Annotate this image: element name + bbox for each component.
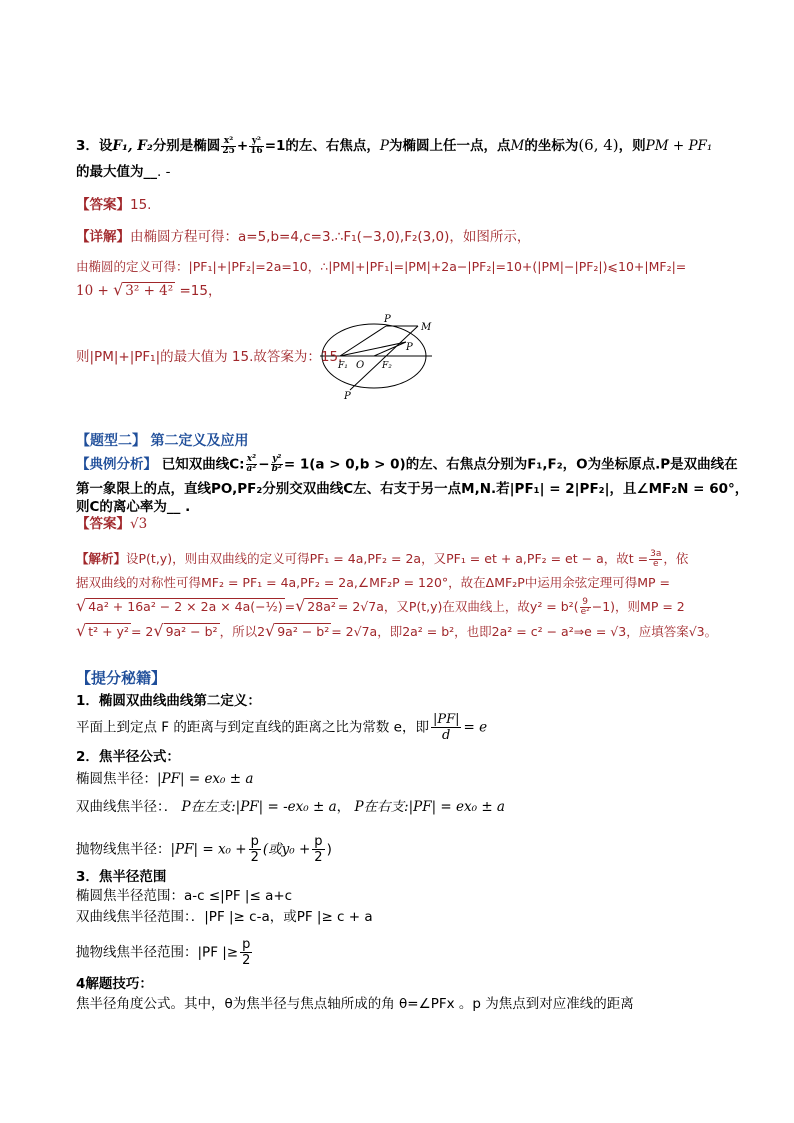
question-3-line-2: 的最大值为__. -: [76, 164, 171, 180]
question-number: 3．: [76, 138, 99, 154]
analysis-line-1: 【解析】设P(t,y)，则由双曲线的定义可得PF₁ = 4a,PF₂ = 2a，又PF₁ = et + a,PF₂ = et − a，故t = $\frac{3a}{e}$ ，依: [76, 549, 689, 569]
fig-label-p-right: P: [406, 342, 413, 353]
answer-1: 【答案】15.: [76, 197, 152, 213]
example-line-3: 则C的离心率为__ .: [76, 499, 191, 515]
tips-para-1: 平面上到定点 F 的距离与到定直线的距离之比为常数 e，即 $\frac{|PF|}{d}$ = e: [76, 712, 488, 743]
analysis-line-3: √ 4a² + 16a² − 2 × 2a × 4a(−½) =√ 28a² = 2√7a，又P(t,y)在双曲线上，故y² = b²( $\frac{9}{\text{e²}}$ −1)，则MP = 2: [76, 596, 685, 617]
detail-line-4: 则|PM|+|PF₁|的最大值为 15.故答案为：15.: [76, 349, 343, 365]
fig-label-m: M: [421, 322, 432, 333]
example-line-1: 【典例分析】 已知双曲线C: $\frac{\text{x²}}{\text{a²}}$ − $\frac{\text{y²}}{\text{b²}}$ = 1(a > 0,b > 0)的左、右焦点分别为F₁,F₂，O为坐标原点.P是双曲线在: [76, 454, 738, 474]
detail-line-1: 【详解】由椭圆方程可得：a=5,b=4,c=3.∴F₁(−3,0),F₂(3,0)，如图所示，: [76, 229, 531, 245]
fig-label-f2: F₂: [382, 361, 392, 371]
tips-para-2b: 双曲线焦半径：． P在左支:|PF| = -ex₀ ± a， P在右支:|PF| = ex₀ ± a: [76, 799, 505, 815]
tips-para-2a: 椭圆焦半径：|PF| = ex₀ ± a: [76, 771, 254, 787]
tips-heading-4: 4解题技巧：: [76, 976, 153, 992]
tips-title: 【提分秘籍】: [76, 669, 167, 687]
tips-para-3b: 双曲线焦半径范围：．|PF |≥ c-a，或PF |≥ c + a: [76, 909, 373, 925]
tips-heading-1: 1．椭圆双曲线曲线第二定义：: [76, 693, 261, 709]
fig-label-f1: F₁: [338, 361, 348, 371]
tips-para-3c: 抛物线焦半径范围：|PF |≥ $\frac{p}{2}$: [76, 937, 251, 968]
tips-heading-2: 2．焦半径公式：: [76, 749, 180, 765]
analysis-line-4: √ t² + y² = 2√ 9a² − b² ，所以2√ 9a² − b² = 2√7a，即2a² = b²，也即2a² = c² − a²⇒e = √3，应填答案√3。: [76, 621, 718, 640]
detail-line-3: 10 + √ 3² + 4² =15，: [76, 280, 222, 299]
analysis-line-2: 据双曲线的对称性可得MF₂ = PF₁ = 4a,PF₂ = 2a,∠MF₂P = 120°，故在ΔMF₂P中运用余弦定理可得MP =: [76, 575, 671, 590]
fig-label-p-bottom: P: [344, 391, 351, 402]
type-2-heading: 【题型二】 第二定义及应用: [76, 433, 249, 449]
example-line-2: 第一象限上的点，直线PO,PF₂分别交双曲线C左、右支于另一点M,N.若|PF₁| = 2|PF₂|，且∠MF₂N = 60°，: [76, 481, 749, 497]
question-3-line-1: 3．设F₁, F₂分别是椭圆 $\frac{\text{x²}}{25}$ + $\frac{\text{y²}}{16}$ =1的左、右焦点，P为椭圆上任一点，点M的坐标为(6, 4)，则PM + PF₁: [76, 135, 713, 156]
fig-label-p-top: P: [384, 314, 391, 325]
tips-heading-3: 3．焦半径范围: [76, 869, 167, 885]
tips-para-2c: 抛物线焦半径：|PF| = x₀ + $\frac{p}{2}$ (或y₀ + $\frac{p}{2}$ ): [76, 834, 332, 865]
tips-para-3a: 椭圆焦半径范围：a-c ≤|PF |≤ a+c: [76, 888, 293, 904]
answer-2: 【答案】√3: [76, 516, 148, 532]
tips-para-4: 焦半径角度公式。其中，θ为焦半径与焦点轴所成的角 θ=∠PFx 。p 为焦点到对应准线的距离: [76, 996, 634, 1012]
fig-label-o: O: [356, 360, 365, 371]
detail-line-2: 由椭圆的定义可得：|PF₁|+|PF₂|=2a=10，∴|PM|+|PF₁|=|PM|+2a−|PF₂|=10+(|PM|−|PF₂|)⩽10+|MF₂|=: [76, 259, 687, 274]
